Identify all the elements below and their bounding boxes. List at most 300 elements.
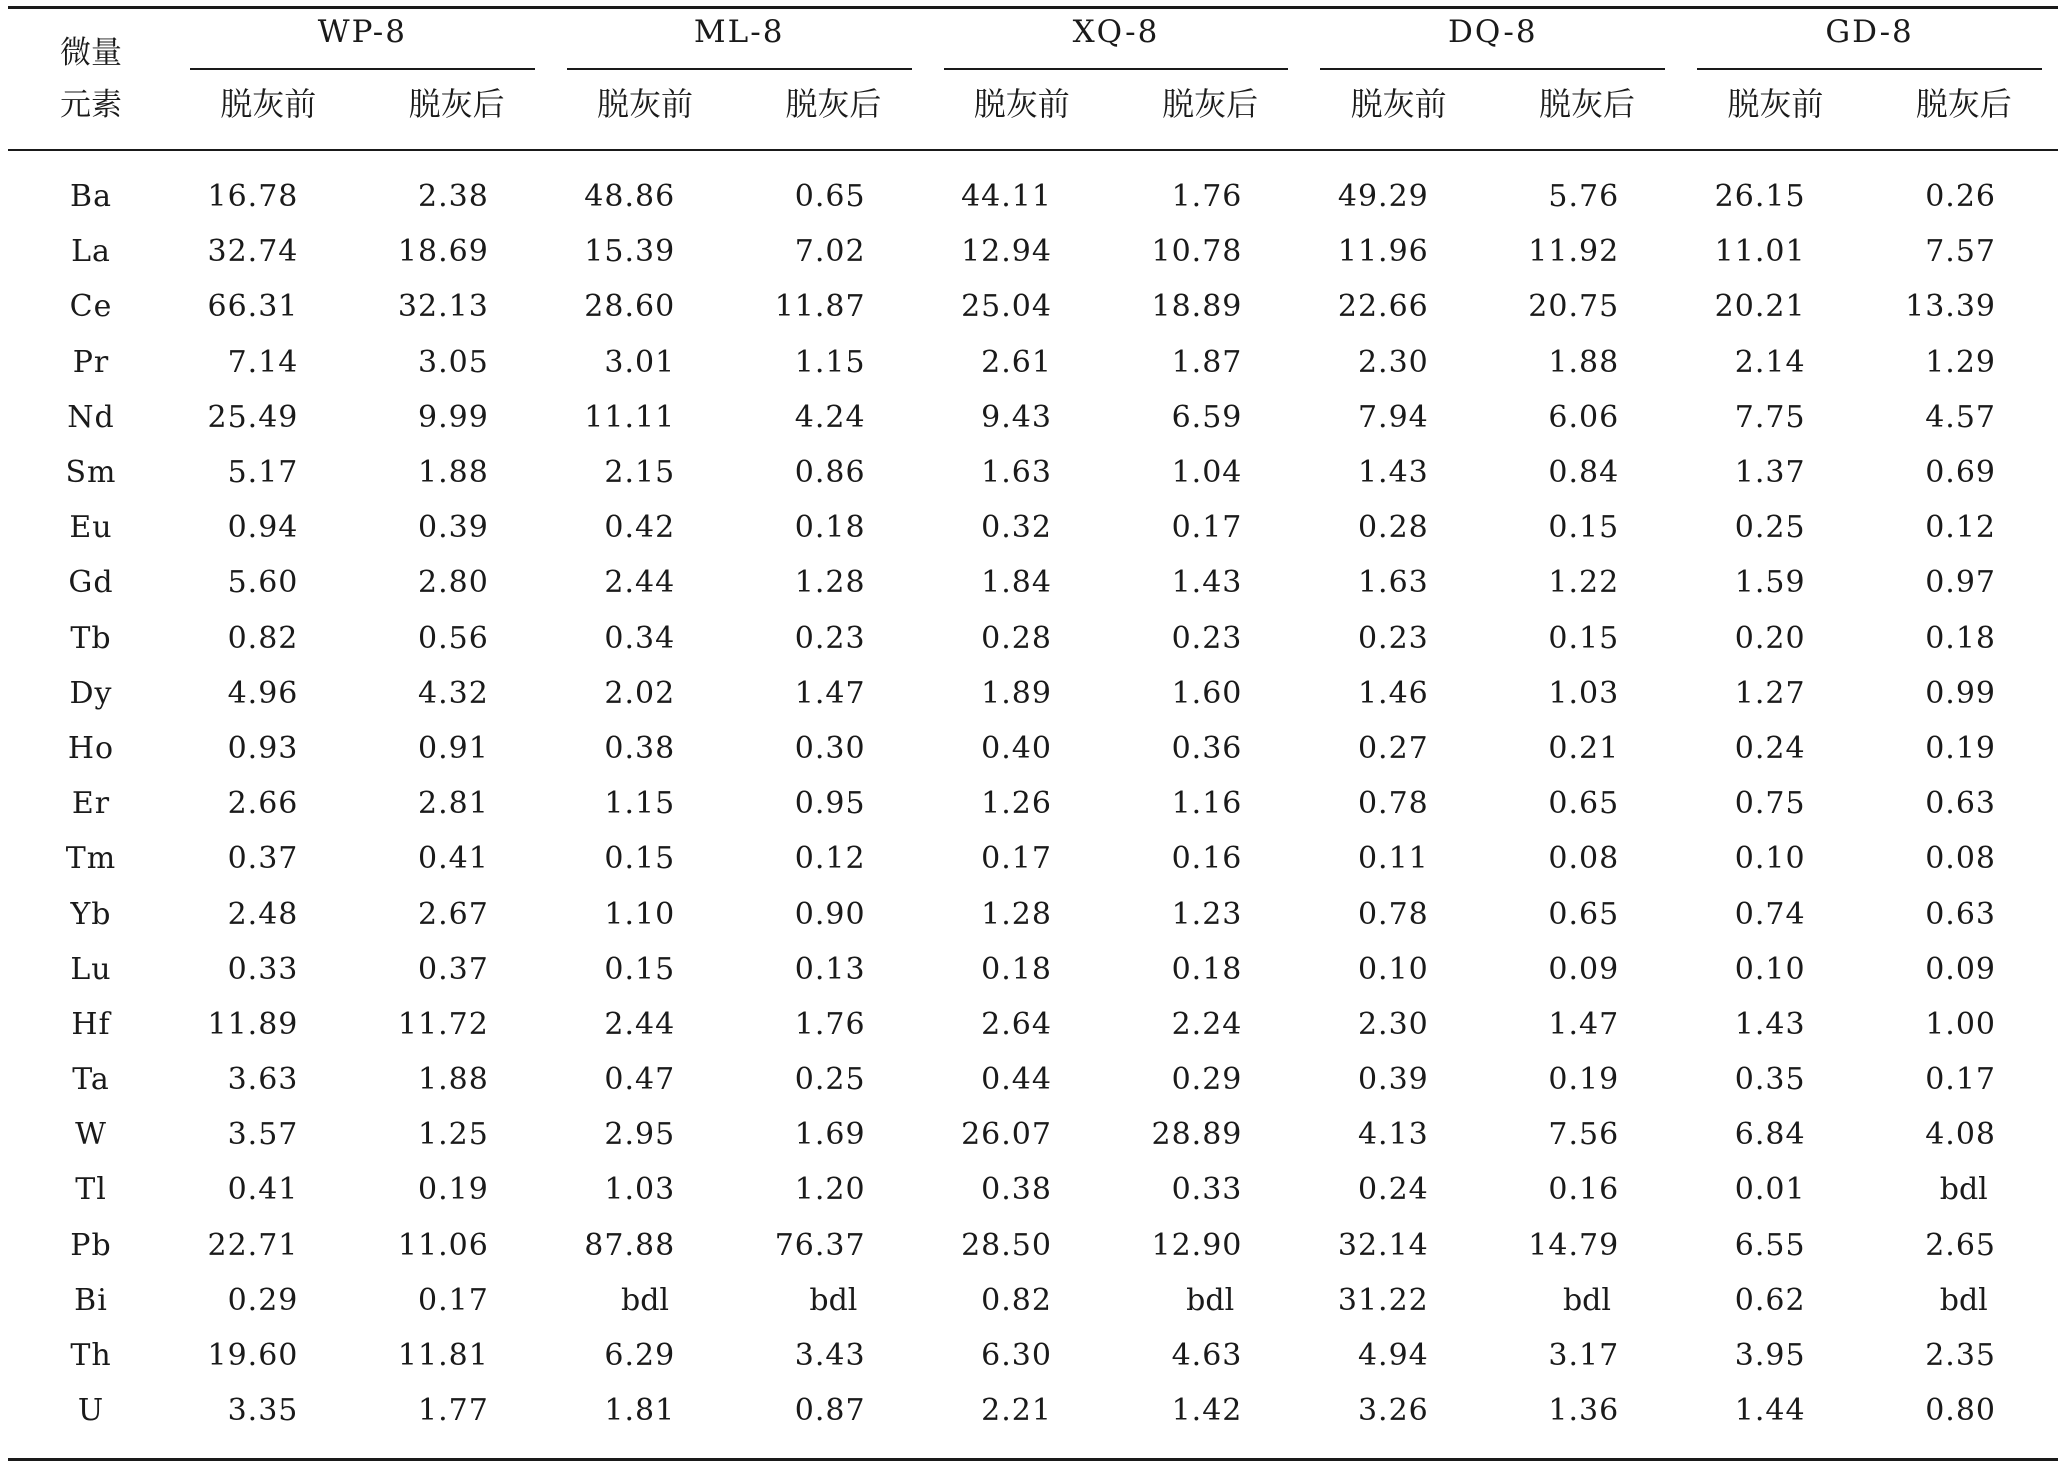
element-header-line2: 元素 xyxy=(60,87,122,123)
subheader-before: 脱灰前 xyxy=(1350,85,1447,123)
value-cell-before: 0.94 xyxy=(227,510,299,546)
value-cell-before: 5.60 xyxy=(227,565,299,601)
value-cell-after: 0.25 xyxy=(794,1062,866,1098)
value-cell-after: 0.63 xyxy=(1925,896,1996,932)
value-cell-before: bdl xyxy=(620,1282,669,1318)
element-cell: Sm xyxy=(65,455,117,491)
value-cell-before: 2.15 xyxy=(604,455,676,491)
value-cell-before: 0.20 xyxy=(1734,620,1806,656)
value-cell-before: 4.94 xyxy=(1357,1338,1429,1374)
value-cell-before: 1.89 xyxy=(981,675,1052,711)
element-cell: Tb xyxy=(70,620,112,656)
value-cell-after: 1.47 xyxy=(794,675,866,711)
value-cell-after: 1.42 xyxy=(1171,1393,1243,1429)
table-row xyxy=(8,942,2058,997)
value-cell-before: 1.81 xyxy=(604,1393,676,1429)
value-cell-before: 6.84 xyxy=(1734,1117,1806,1153)
value-cell-before: 11.01 xyxy=(1714,234,1806,270)
value-cell-before: 2.66 xyxy=(227,786,299,822)
value-cell-before: 25.04 xyxy=(961,289,1052,325)
value-cell-after: 1.22 xyxy=(1548,565,1620,601)
value-cell-before: 26.15 xyxy=(1714,179,1806,215)
value-cell-after: 0.08 xyxy=(1548,841,1620,877)
element-cell: Nd xyxy=(67,399,115,435)
table-row xyxy=(8,1162,2058,1217)
value-cell-before: 25.49 xyxy=(207,399,299,435)
value-cell-after: 0.12 xyxy=(1925,510,1996,546)
value-cell-after: 0.99 xyxy=(1925,675,1996,711)
trace-element-table xyxy=(8,9,2058,1458)
table-row xyxy=(8,1218,2058,1273)
element-cell: Eu xyxy=(69,510,113,546)
value-cell-after: 2.24 xyxy=(1171,1006,1243,1042)
value-cell-before: 0.15 xyxy=(604,841,676,877)
value-cell-after: 32.13 xyxy=(397,289,489,325)
value-cell-before: 6.29 xyxy=(604,1338,676,1374)
value-cell-after: 0.23 xyxy=(794,620,866,656)
value-cell-after: 1.69 xyxy=(794,1117,866,1153)
value-cell-after: 1.16 xyxy=(1171,786,1243,822)
table-row xyxy=(8,279,2058,334)
value-cell-before: 2.64 xyxy=(981,1006,1052,1042)
value-cell-before: 0.25 xyxy=(1734,510,1806,546)
value-cell-after: 4.08 xyxy=(1925,1117,1996,1153)
value-cell-after: 76.37 xyxy=(774,1227,866,1263)
value-cell-after: 0.36 xyxy=(1171,730,1243,766)
value-cell-after: 14.79 xyxy=(1528,1227,1620,1263)
value-cell-before: 9.43 xyxy=(981,399,1052,435)
value-cell-after: 13.39 xyxy=(1905,289,1996,325)
value-cell-after: 0.17 xyxy=(1171,510,1243,546)
value-cell-before: 20.21 xyxy=(1714,289,1806,325)
value-cell-before: 11.96 xyxy=(1337,234,1429,270)
element-cell: Gd xyxy=(68,565,114,601)
table-row xyxy=(8,500,2058,555)
table-row xyxy=(8,1052,2058,1107)
value-cell-after: 0.86 xyxy=(794,455,866,491)
value-cell-before: 0.38 xyxy=(981,1172,1052,1208)
value-cell-after: 6.59 xyxy=(1171,399,1243,435)
value-cell-before: 1.43 xyxy=(1734,1006,1806,1042)
value-cell-before: 4.96 xyxy=(227,675,299,711)
value-cell-before: 2.14 xyxy=(1734,344,1806,380)
value-cell-after: 0.21 xyxy=(1548,730,1620,766)
value-cell-before: 1.15 xyxy=(604,786,676,822)
value-cell-after: 0.12 xyxy=(794,841,866,877)
value-cell-before: 0.10 xyxy=(1734,951,1806,987)
value-cell-after: 1.60 xyxy=(1171,675,1243,711)
value-cell-after: 0.33 xyxy=(1171,1172,1243,1208)
value-cell-before: 6.30 xyxy=(981,1338,1052,1374)
value-cell-before: 0.33 xyxy=(227,951,299,987)
value-cell-after: 1.88 xyxy=(418,455,489,491)
element-cell: U xyxy=(77,1393,105,1429)
subheader-after: 脱灰后 xyxy=(1915,85,2012,123)
group-header-xq8 xyxy=(928,9,1305,75)
group-label: XQ-8 xyxy=(944,14,1289,70)
value-cell-after: 0.18 xyxy=(794,510,866,546)
value-cell-after: bdl xyxy=(1186,1282,1235,1318)
value-cell-after: 1.15 xyxy=(794,344,866,380)
table-row xyxy=(8,555,2058,610)
value-cell-after: 0.17 xyxy=(1925,1062,1996,1098)
value-cell-before: 32.14 xyxy=(1337,1227,1429,1263)
element-cell: Tm xyxy=(65,841,117,877)
value-cell-before: 32.74 xyxy=(207,234,299,270)
value-cell-after: 28.89 xyxy=(1151,1117,1243,1153)
value-cell-before: 1.59 xyxy=(1734,565,1806,601)
value-cell-after: 0.19 xyxy=(418,1172,489,1208)
value-cell-before: 0.24 xyxy=(1357,1172,1429,1208)
element-cell: Lu xyxy=(70,951,112,987)
table-row xyxy=(8,776,2058,831)
value-cell-before: 2.48 xyxy=(227,896,299,932)
value-cell-after: 1.88 xyxy=(418,1062,489,1098)
value-cell-after: 0.26 xyxy=(1925,179,1996,215)
value-cell-after: 0.30 xyxy=(794,730,866,766)
value-cell-after: 11.92 xyxy=(1528,234,1620,270)
value-cell-after: 1.43 xyxy=(1171,565,1243,601)
subheader-before: 脱灰前 xyxy=(596,85,693,123)
value-cell-after: 1.47 xyxy=(1548,1006,1620,1042)
value-cell-after: 1.20 xyxy=(794,1172,866,1208)
group-header-ml8 xyxy=(551,9,928,75)
value-cell-after: 0.29 xyxy=(1171,1062,1243,1098)
value-cell-before: 2.44 xyxy=(604,1006,676,1042)
value-cell-before: 0.75 xyxy=(1734,786,1806,822)
table-row xyxy=(8,611,2058,666)
value-cell-after: 0.19 xyxy=(1925,730,1996,766)
value-cell-before: 1.03 xyxy=(604,1172,676,1208)
value-cell-before: 0.29 xyxy=(227,1282,299,1318)
element-cell: Pr xyxy=(72,344,110,380)
value-cell-after: 0.13 xyxy=(794,951,866,987)
value-cell-after: 0.80 xyxy=(1925,1393,1996,1429)
group-header-gd8 xyxy=(1681,9,2058,75)
table-row xyxy=(8,831,2058,886)
value-cell-after: 11.87 xyxy=(774,289,866,325)
value-cell-before: 0.24 xyxy=(1734,730,1806,766)
value-cell-before: 26.07 xyxy=(961,1117,1052,1153)
value-cell-after: 9.99 xyxy=(418,399,489,435)
value-cell-before: 0.15 xyxy=(604,951,676,987)
value-cell-after: 3.43 xyxy=(794,1338,866,1374)
value-cell-after: 1.00 xyxy=(1925,1006,1996,1042)
element-cell: Ba xyxy=(70,179,112,215)
element-column-header xyxy=(8,9,174,149)
value-cell-before: 2.21 xyxy=(981,1393,1052,1429)
value-cell-after: 2.65 xyxy=(1925,1227,1996,1263)
value-cell-before: 31.22 xyxy=(1337,1282,1429,1318)
value-cell-after: bdl xyxy=(1562,1282,1611,1318)
value-cell-after: 0.65 xyxy=(794,179,866,215)
value-cell-before: 0.82 xyxy=(227,620,299,656)
value-cell-after: 18.89 xyxy=(1151,289,1243,325)
value-cell-after: 4.32 xyxy=(418,675,489,711)
value-cell-before: 1.27 xyxy=(1734,675,1806,711)
group-header-wp8 xyxy=(174,9,551,75)
value-cell-before: 1.84 xyxy=(981,565,1052,601)
value-cell-after: 0.09 xyxy=(1548,951,1620,987)
value-cell-after: 0.41 xyxy=(418,841,489,877)
table-row xyxy=(8,335,2058,390)
subheader-after: 脱灰后 xyxy=(1162,85,1259,123)
value-cell-before: 0.23 xyxy=(1357,620,1429,656)
value-cell-after: 7.56 xyxy=(1548,1117,1620,1153)
value-cell-after: 0.97 xyxy=(1925,565,1996,601)
value-cell-after: 2.81 xyxy=(418,786,489,822)
group-label: ML-8 xyxy=(567,14,912,70)
value-cell-before: 28.60 xyxy=(584,289,676,325)
value-cell-after: bdl xyxy=(1939,1282,1988,1318)
value-cell-after: 18.69 xyxy=(397,234,489,270)
trace-element-table-container xyxy=(8,6,2058,1461)
value-cell-after: 5.76 xyxy=(1548,179,1620,215)
value-cell-before: 87.88 xyxy=(584,1227,676,1263)
value-cell-before: 0.40 xyxy=(981,730,1052,766)
value-cell-after: 1.25 xyxy=(418,1117,489,1153)
value-cell-before: 49.29 xyxy=(1337,179,1429,215)
value-cell-after: 0.16 xyxy=(1171,841,1243,877)
value-cell-before: 4.13 xyxy=(1357,1117,1429,1153)
value-cell-after: bdl xyxy=(809,1282,858,1318)
value-cell-before: 1.28 xyxy=(981,896,1052,932)
group-header-dq8 xyxy=(1304,9,1681,75)
value-cell-after: 0.69 xyxy=(1925,455,1996,491)
value-cell-after: 7.02 xyxy=(794,234,866,270)
value-cell-before: 19.60 xyxy=(207,1338,299,1374)
value-cell-before: 0.35 xyxy=(1734,1062,1806,1098)
value-cell-after: 0.17 xyxy=(418,1282,489,1318)
value-cell-after: 4.24 xyxy=(794,399,866,435)
table-header xyxy=(8,9,2058,151)
value-cell-after: 6.06 xyxy=(1548,399,1620,435)
value-cell-after: 11.81 xyxy=(397,1338,489,1374)
element-cell: La xyxy=(71,234,111,270)
value-cell-before: 0.62 xyxy=(1734,1282,1806,1318)
value-cell-after: 0.18 xyxy=(1925,620,1996,656)
value-cell-before: 0.28 xyxy=(981,620,1052,656)
value-cell-after: 11.72 xyxy=(397,1006,489,1042)
value-cell-before: 0.42 xyxy=(604,510,676,546)
value-cell-after: 0.18 xyxy=(1171,951,1243,987)
value-cell-before: 0.41 xyxy=(227,1172,299,1208)
value-cell-before: 66.31 xyxy=(207,289,299,325)
value-cell-after: 1.76 xyxy=(794,1006,866,1042)
value-cell-after: 2.80 xyxy=(418,565,489,601)
subheader-before: 脱灰前 xyxy=(1727,85,1824,123)
value-cell-before: 44.11 xyxy=(961,179,1052,215)
value-cell-after: 1.29 xyxy=(1925,344,1996,380)
value-cell-after: 2.35 xyxy=(1925,1338,1996,1374)
subheader-after: 脱灰后 xyxy=(1538,85,1635,123)
value-cell-before: 0.18 xyxy=(981,951,1052,987)
value-cell-before: 0.74 xyxy=(1734,896,1806,932)
element-cell: Ho xyxy=(67,730,115,766)
value-cell-after: 0.15 xyxy=(1548,620,1620,656)
value-cell-before: 0.37 xyxy=(227,841,299,877)
value-cell-before: 1.63 xyxy=(1357,565,1429,601)
value-cell-after: 10.78 xyxy=(1151,234,1243,270)
value-cell-after: 0.39 xyxy=(418,510,489,546)
value-cell-after: 20.75 xyxy=(1528,289,1620,325)
element-cell: W xyxy=(75,1117,107,1153)
value-cell-before: 12.94 xyxy=(961,234,1052,270)
element-cell: Pb xyxy=(70,1227,112,1263)
value-cell-after: 3.17 xyxy=(1548,1338,1620,1374)
value-cell-before: 1.63 xyxy=(981,455,1052,491)
value-cell-before: 2.44 xyxy=(604,565,676,601)
element-cell: Hf xyxy=(71,1006,111,1042)
table-row xyxy=(8,445,2058,500)
value-cell-before: 7.94 xyxy=(1357,399,1429,435)
element-cell: Yb xyxy=(70,896,112,932)
value-cell-before: 0.78 xyxy=(1357,896,1429,932)
value-cell-after: 1.03 xyxy=(1548,675,1620,711)
value-cell-after: 0.65 xyxy=(1548,786,1620,822)
value-cell-before: 0.82 xyxy=(981,1282,1052,1318)
value-cell-before: 1.43 xyxy=(1357,455,1429,491)
value-cell-after: 0.23 xyxy=(1171,620,1243,656)
value-cell-before: 0.10 xyxy=(1357,951,1429,987)
value-cell-after: 1.23 xyxy=(1171,896,1243,932)
element-header-line1: 微量 xyxy=(60,35,122,71)
table-row xyxy=(8,997,2058,1052)
value-cell-before: 1.44 xyxy=(1734,1393,1806,1429)
value-cell-after: 0.87 xyxy=(794,1393,866,1429)
element-cell: Dy xyxy=(69,675,113,711)
value-cell-before: 0.11 xyxy=(1357,841,1429,877)
value-cell-after: 0.84 xyxy=(1548,455,1620,491)
value-cell-after: 0.90 xyxy=(794,896,866,932)
value-cell-after: 1.88 xyxy=(1548,344,1620,380)
value-cell-after: 1.87 xyxy=(1171,344,1243,380)
value-cell-before: 2.30 xyxy=(1357,344,1429,380)
value-cell-before: 1.46 xyxy=(1357,675,1429,711)
value-cell-before: 0.28 xyxy=(1357,510,1429,546)
value-cell-before: 0.01 xyxy=(1734,1172,1806,1208)
value-cell-after: 0.37 xyxy=(418,951,489,987)
subheader-after: 脱灰后 xyxy=(785,85,882,123)
value-cell-before: 2.61 xyxy=(981,344,1052,380)
table-row xyxy=(8,390,2058,445)
value-cell-after: 0.16 xyxy=(1548,1172,1620,1208)
subheader-before: 脱灰前 xyxy=(973,85,1070,123)
value-cell-after: 4.57 xyxy=(1925,399,1996,435)
value-cell-after: 0.09 xyxy=(1925,951,1996,987)
value-cell-before: 5.17 xyxy=(227,455,299,491)
value-cell-before: 0.34 xyxy=(604,620,676,656)
value-cell-before: 3.01 xyxy=(604,344,676,380)
value-cell-after: 1.04 xyxy=(1171,455,1243,491)
value-cell-before: 2.95 xyxy=(604,1117,676,1153)
value-cell-after: 0.08 xyxy=(1925,841,1996,877)
value-cell-before: 2.30 xyxy=(1357,1006,1429,1042)
value-cell-before: 11.89 xyxy=(207,1006,299,1042)
value-cell-before: 15.39 xyxy=(584,234,676,270)
value-cell-before: 16.78 xyxy=(207,179,299,215)
element-cell: Tl xyxy=(75,1172,107,1208)
value-cell-before: 2.02 xyxy=(604,675,676,711)
table-row xyxy=(8,1328,2058,1383)
table-row xyxy=(8,886,2058,941)
value-cell-after: 0.15 xyxy=(1548,510,1620,546)
value-cell-before: 7.14 xyxy=(227,344,299,380)
group-label: WP-8 xyxy=(190,14,535,70)
value-cell-before: 0.10 xyxy=(1734,841,1806,877)
value-cell-after: 0.19 xyxy=(1548,1062,1620,1098)
table-row xyxy=(8,1107,2058,1162)
value-cell-after: 11.06 xyxy=(397,1227,489,1263)
table-row xyxy=(8,721,2058,776)
value-cell-after: 12.90 xyxy=(1151,1227,1243,1263)
element-cell: Er xyxy=(71,786,111,822)
element-cell: Ce xyxy=(69,289,113,325)
value-cell-after: 1.76 xyxy=(1171,179,1243,215)
value-cell-after: 2.38 xyxy=(418,179,489,215)
element-cell: Th xyxy=(70,1338,112,1374)
value-cell-after: 1.36 xyxy=(1548,1393,1620,1429)
value-cell-after: 2.67 xyxy=(418,896,489,932)
value-cell-before: 0.47 xyxy=(604,1062,676,1098)
value-cell-before: 28.50 xyxy=(961,1227,1052,1263)
value-cell-after: 1.77 xyxy=(418,1393,489,1429)
value-cell-before: 3.26 xyxy=(1357,1393,1429,1429)
value-cell-before: 0.32 xyxy=(981,510,1052,546)
value-cell-after: 7.57 xyxy=(1925,234,1996,270)
value-cell-before: 3.35 xyxy=(227,1393,299,1429)
value-cell-after: 0.65 xyxy=(1548,896,1620,932)
value-cell-after: 0.91 xyxy=(418,730,489,766)
subheader-before: 脱灰前 xyxy=(220,85,317,123)
value-cell-after: 1.28 xyxy=(794,565,866,601)
element-cell: Ta xyxy=(72,1062,110,1098)
value-cell-before: 0.17 xyxy=(981,841,1052,877)
table-row xyxy=(8,1383,2058,1458)
value-cell-before: 0.39 xyxy=(1357,1062,1429,1098)
table-row xyxy=(8,666,2058,721)
value-cell-before: 0.93 xyxy=(227,730,299,766)
value-cell-before: 0.44 xyxy=(981,1062,1052,1098)
value-cell-before: 48.86 xyxy=(584,179,676,215)
value-cell-before: 3.63 xyxy=(227,1062,299,1098)
value-cell-before: 22.66 xyxy=(1337,289,1429,325)
value-cell-before: 1.37 xyxy=(1734,455,1806,491)
value-cell-after: 0.63 xyxy=(1925,786,1996,822)
value-cell-before: 0.78 xyxy=(1357,786,1429,822)
value-cell-before: 22.71 xyxy=(207,1227,299,1263)
value-cell-before: 0.27 xyxy=(1357,730,1429,766)
group-label: GD-8 xyxy=(1697,14,2042,70)
value-cell-after: 0.95 xyxy=(794,786,866,822)
group-label: DQ-8 xyxy=(1320,14,1665,70)
value-cell-before: 6.55 xyxy=(1734,1227,1806,1263)
element-cell: Bi xyxy=(74,1282,108,1318)
value-cell-before: 3.95 xyxy=(1734,1338,1806,1374)
value-cell-before: 0.38 xyxy=(604,730,676,766)
value-cell-after: 0.56 xyxy=(418,620,489,656)
value-cell-after: bdl xyxy=(1939,1172,1988,1208)
value-cell-before: 3.57 xyxy=(227,1117,299,1153)
table-row xyxy=(8,1273,2058,1328)
value-cell-before: 1.26 xyxy=(981,786,1052,822)
value-cell-before: 1.10 xyxy=(604,896,676,932)
value-cell-before: 7.75 xyxy=(1734,399,1806,435)
value-cell-before: 11.11 xyxy=(584,399,676,435)
table-row xyxy=(8,151,2058,224)
value-cell-after: 4.63 xyxy=(1171,1338,1243,1374)
subheader-after: 脱灰后 xyxy=(408,85,505,123)
